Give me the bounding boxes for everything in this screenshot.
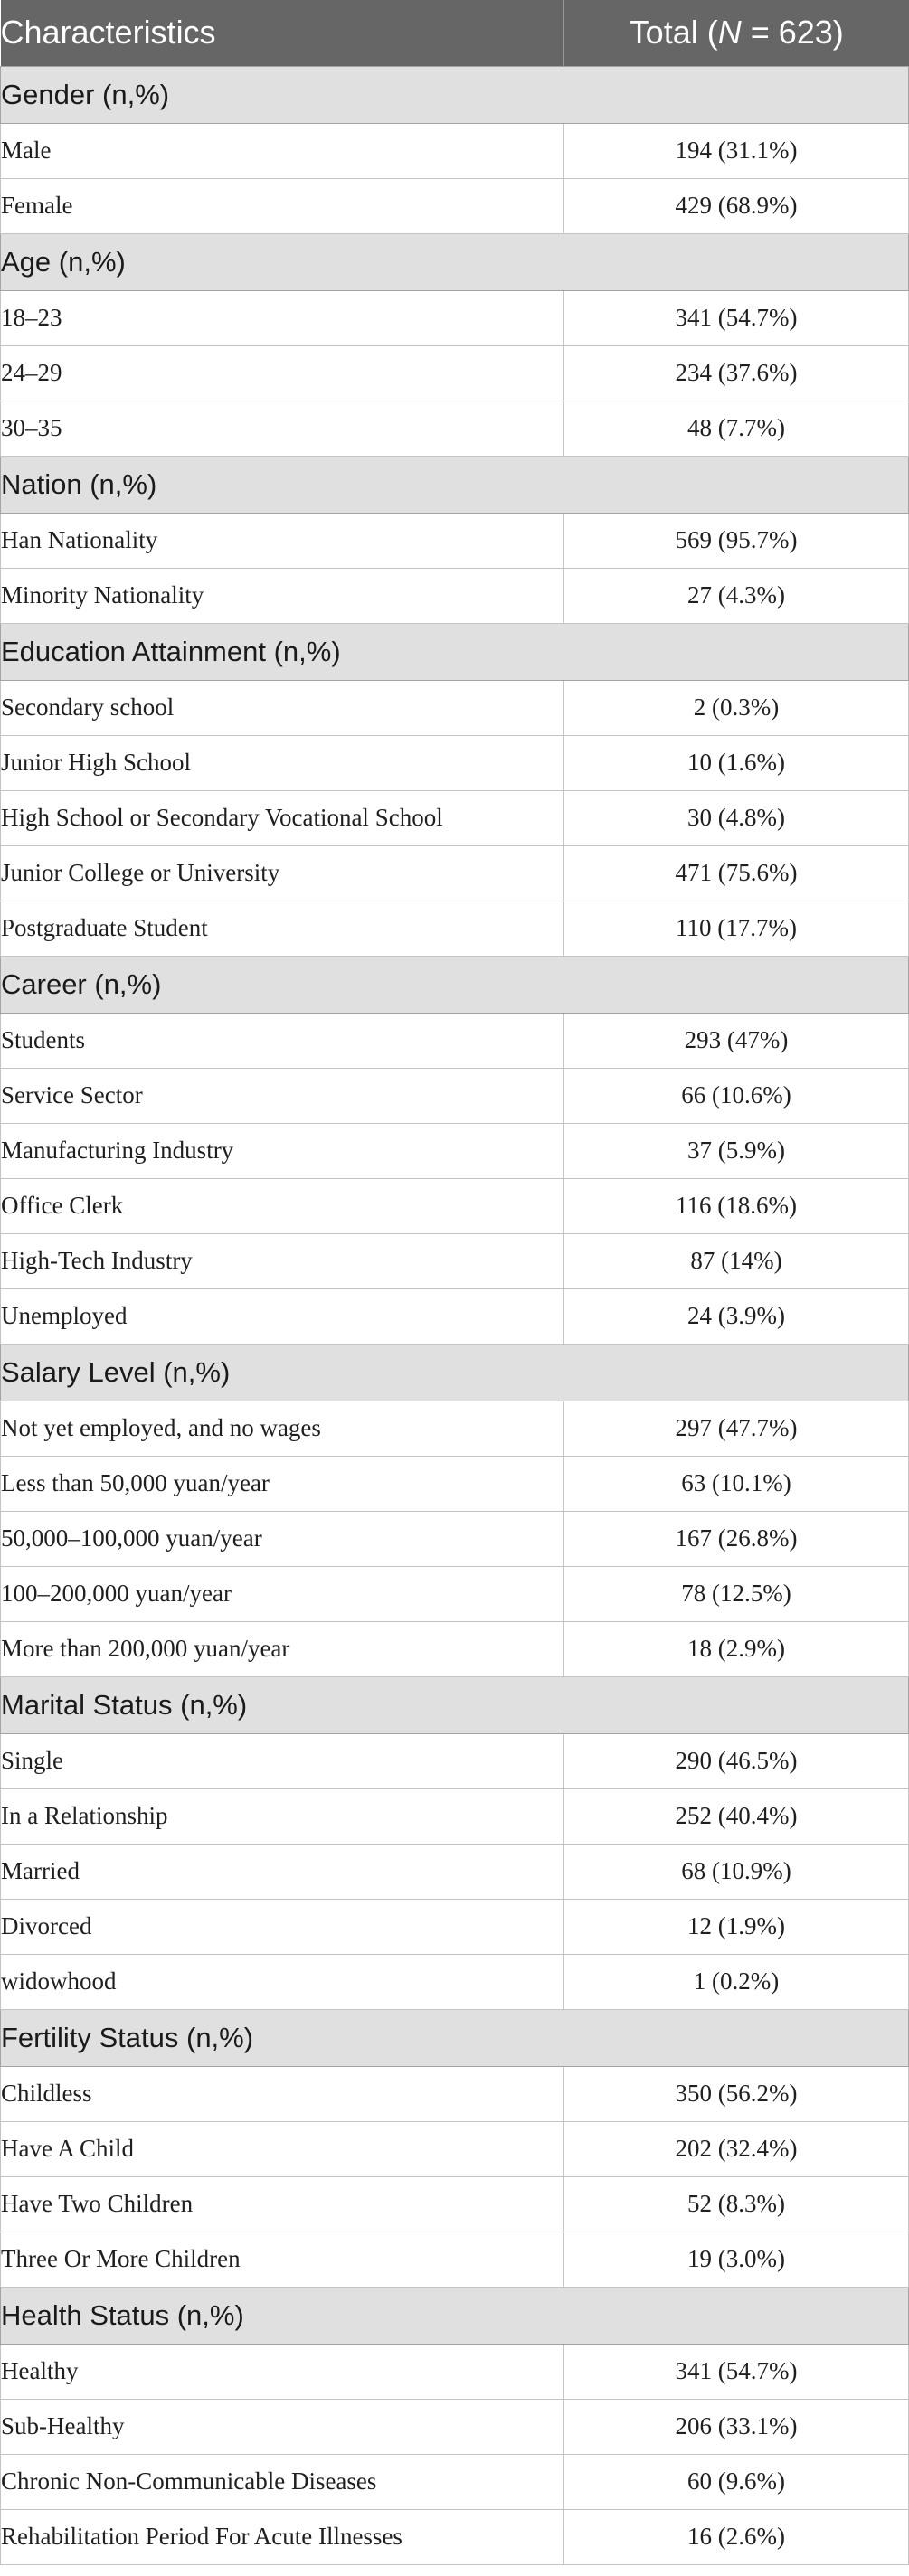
section-header-row xyxy=(1,1676,909,1733)
table-row xyxy=(1,2399,909,2454)
row-label: Have A Child xyxy=(1,2121,564,2176)
row-value: 2 (0.3%) xyxy=(564,680,909,735)
row-value: 10 (1.6%) xyxy=(564,735,909,790)
row-label: Less than 50,000 yuan/year xyxy=(1,1456,564,1511)
row-label: Female xyxy=(1,178,564,233)
section-title: Fertility Status (n,%) xyxy=(1,2009,909,2066)
row-label: Service Sector xyxy=(1,1068,564,1123)
table-row xyxy=(1,568,909,623)
table-row xyxy=(1,1566,909,1621)
row-value: 429 (68.9%) xyxy=(564,178,909,233)
table-row xyxy=(1,1123,909,1178)
row-label: 24–29 xyxy=(1,345,564,401)
table-row xyxy=(1,901,909,956)
table-row xyxy=(1,2509,909,2564)
table-row xyxy=(1,2176,909,2232)
table-row xyxy=(1,1068,909,1123)
table-row xyxy=(1,2454,909,2509)
row-label: Postgraduate Student xyxy=(1,901,564,956)
table-row xyxy=(1,290,909,345)
row-value: 18 (2.9%) xyxy=(564,1621,909,1676)
table-row xyxy=(1,790,909,845)
header-total-prefix: Total ( xyxy=(629,14,718,52)
section-header-row xyxy=(1,456,909,513)
row-value: 116 (18.6%) xyxy=(564,1178,909,1233)
table-row xyxy=(1,1178,909,1233)
row-label: Secondary school xyxy=(1,680,564,735)
table-row xyxy=(1,1288,909,1344)
row-value: 37 (5.9%) xyxy=(564,1123,909,1178)
row-value: 63 (10.1%) xyxy=(564,1456,909,1511)
row-value: 52 (8.3%) xyxy=(564,2176,909,2232)
header-characteristics: Characteristics xyxy=(0,14,216,52)
table-row xyxy=(1,1899,909,1954)
row-label: Rehabilitation Period For Acute Illnesses xyxy=(1,2509,564,2564)
table-row xyxy=(1,1013,909,1068)
row-value: 30 (4.8%) xyxy=(564,790,909,845)
table-row xyxy=(1,1456,909,1511)
row-label: Single xyxy=(1,1733,564,1788)
row-value: 68 (10.9%) xyxy=(564,1844,909,1899)
table-row xyxy=(1,1844,909,1899)
row-value: 341 (54.7%) xyxy=(564,290,909,345)
row-label: 30–35 xyxy=(1,401,564,456)
row-label: Chronic Non-Communicable Diseases xyxy=(1,2454,564,2509)
section-title: Education Attainment (n,%) xyxy=(1,623,909,680)
row-label: Male xyxy=(1,123,564,178)
row-value: 206 (33.1%) xyxy=(564,2399,909,2454)
row-label: Students xyxy=(1,1013,564,1068)
row-value: 350 (56.2%) xyxy=(564,2066,909,2121)
row-label: 50,000–100,000 yuan/year xyxy=(1,1511,564,1566)
section-header-row xyxy=(1,233,909,290)
table-row xyxy=(1,680,909,735)
row-label: 100–200,000 yuan/year xyxy=(1,1566,564,1621)
section-title: Age (n,%) xyxy=(1,233,909,290)
table-row xyxy=(1,735,909,790)
row-value: 60 (9.6%) xyxy=(564,2454,909,2509)
section-header-row xyxy=(1,1344,909,1401)
row-label: In a Relationship xyxy=(1,1788,564,1844)
row-value: 569 (95.7%) xyxy=(564,513,909,568)
table-row xyxy=(1,2121,909,2176)
row-value: 110 (17.7%) xyxy=(564,901,909,956)
row-value: 471 (75.6%) xyxy=(564,845,909,901)
row-value: 234 (37.6%) xyxy=(564,345,909,401)
section-header-row xyxy=(1,2009,909,2066)
row-value: 19 (3.0%) xyxy=(564,2232,909,2287)
table-row xyxy=(1,2232,909,2287)
table-row xyxy=(1,1788,909,1844)
table-header-row xyxy=(1,0,909,66)
row-value: 297 (47.7%) xyxy=(564,1401,909,1456)
row-label: Divorced xyxy=(1,1899,564,1954)
row-label: Han Nationality xyxy=(1,513,564,568)
table-row xyxy=(1,1401,909,1456)
section-header-row xyxy=(1,623,909,680)
row-label: Three Or More Children xyxy=(1,2232,564,2287)
row-label: More than 200,000 yuan/year xyxy=(1,1621,564,1676)
row-label: Healthy xyxy=(1,2344,564,2399)
row-label: Junior College or University xyxy=(1,845,564,901)
row-label: High-Tech Industry xyxy=(1,1233,564,1288)
section-header-row xyxy=(1,2287,909,2344)
table-body xyxy=(1,66,909,2564)
row-label: Sub-Healthy xyxy=(1,2399,564,2454)
row-label: Not yet employed, and no wages xyxy=(1,1401,564,1456)
section-title: Salary Level (n,%) xyxy=(1,1344,909,1401)
row-value: 293 (47%) xyxy=(564,1013,909,1068)
row-value: 12 (1.9%) xyxy=(564,1899,909,1954)
table-row xyxy=(1,178,909,233)
row-label: Office Clerk xyxy=(1,1178,564,1233)
row-value: 16 (2.6%) xyxy=(564,2509,909,2564)
header-total xyxy=(564,0,909,66)
table-row xyxy=(1,1621,909,1676)
row-value: 48 (7.7%) xyxy=(564,401,909,456)
row-value: 341 (54.7%) xyxy=(564,2344,909,2399)
table-row xyxy=(1,1233,909,1288)
row-label: Have Two Children xyxy=(1,2176,564,2232)
row-value: 87 (14%) xyxy=(564,1233,909,1288)
row-value: 194 (31.1%) xyxy=(564,123,909,178)
section-title: Gender (n,%) xyxy=(1,66,909,123)
table-row xyxy=(1,513,909,568)
table-row xyxy=(1,2344,909,2399)
row-value: 290 (46.5%) xyxy=(564,1733,909,1788)
row-value: 252 (40.4%) xyxy=(564,1788,909,1844)
section-title: Health Status (n,%) xyxy=(1,2287,909,2344)
row-value: 167 (26.8%) xyxy=(564,1511,909,1566)
row-label: Childless xyxy=(1,2066,564,2121)
table-row xyxy=(1,845,909,901)
table-row xyxy=(1,401,909,456)
table-row xyxy=(1,1511,909,1566)
row-label: High School or Secondary Vocational School xyxy=(1,790,564,845)
row-label: 18–23 xyxy=(1,290,564,345)
row-label: widowhood xyxy=(1,1954,564,2009)
row-label: Junior High School xyxy=(1,735,564,790)
section-title: Nation (n,%) xyxy=(1,456,909,513)
row-value: 66 (10.6%) xyxy=(564,1068,909,1123)
row-value: 24 (3.9%) xyxy=(564,1288,909,1344)
row-value: 27 (4.3%) xyxy=(564,568,909,623)
row-value: 78 (12.5%) xyxy=(564,1566,909,1621)
row-value: 202 (32.4%) xyxy=(564,2121,909,2176)
row-label: Married xyxy=(1,1844,564,1899)
section-title: Career (n,%) xyxy=(1,956,909,1013)
row-value: 1 (0.2%) xyxy=(564,1954,909,2009)
table-row xyxy=(1,123,909,178)
table-row xyxy=(1,1733,909,1788)
row-label: Unemployed xyxy=(1,1288,564,1344)
section-title: Marital Status (n,%) xyxy=(1,1676,909,1733)
table-row xyxy=(1,1954,909,2009)
header-total-n: N xyxy=(717,14,742,52)
header-total-suffix: = 623) xyxy=(741,14,844,52)
section-header-row xyxy=(1,66,909,123)
section-header-row xyxy=(1,956,909,1013)
table-row xyxy=(1,345,909,401)
row-label: Manufacturing Industry xyxy=(1,1123,564,1178)
table-row xyxy=(1,2066,909,2121)
row-label: Minority Nationality xyxy=(1,568,564,623)
